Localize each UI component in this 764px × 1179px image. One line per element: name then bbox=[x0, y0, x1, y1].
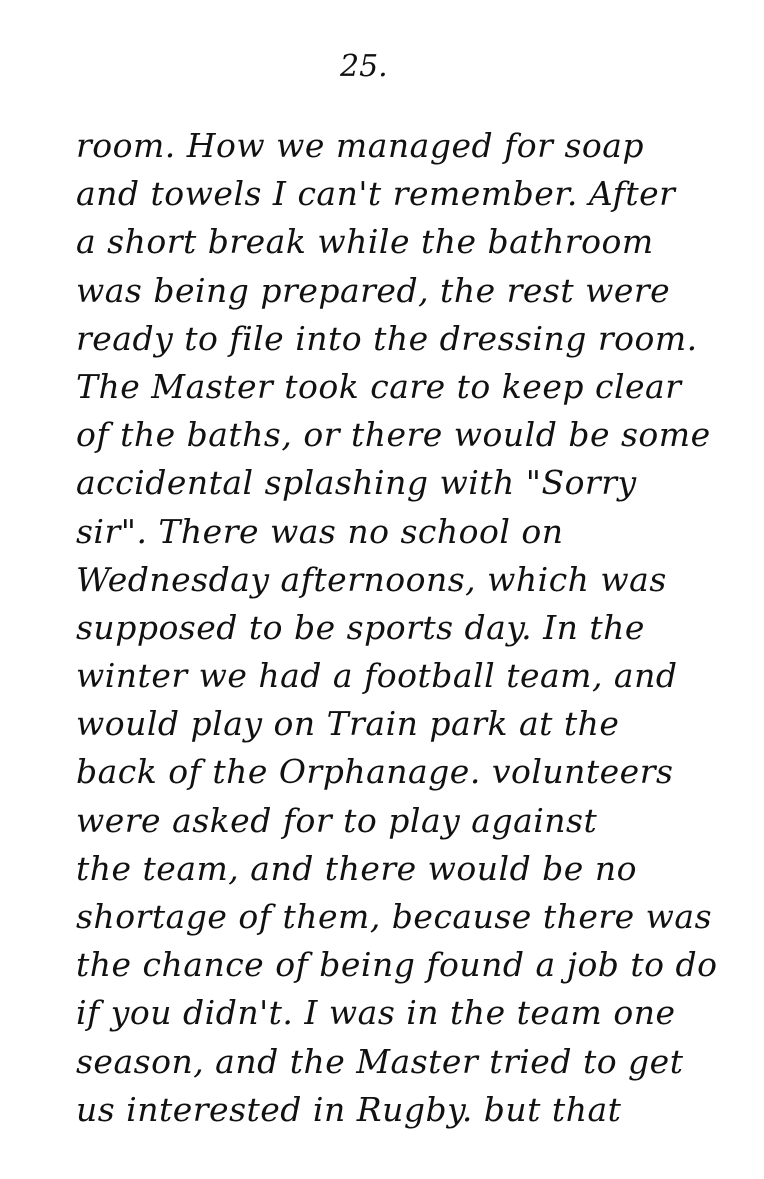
text-line: if you didn't. I was in the team one bbox=[76, 993, 676, 1033]
text-line: Wednesday afternoons, which was bbox=[76, 559, 667, 599]
text-line: was being prepared, the rest were bbox=[76, 270, 671, 310]
text-line: season, and the Master tried to get bbox=[76, 1041, 684, 1081]
text-line: would play on Train park at the bbox=[76, 704, 620, 744]
text-line: and towels I can't remember. After bbox=[76, 174, 676, 214]
handwritten-text-block bbox=[76, 122, 736, 1134]
page-number: 25. bbox=[340, 49, 388, 84]
text-line: of the baths, or there would be some bbox=[76, 415, 711, 455]
text-line: a short break while the bathroom bbox=[76, 222, 654, 262]
text-line: room. How we managed for soap bbox=[76, 126, 645, 165]
text-line: shortage of them, because there was bbox=[76, 897, 713, 936]
text-line: were asked for to play against bbox=[76, 800, 598, 840]
text-line: The Master took care to keep clear bbox=[76, 366, 682, 406]
text-line: the chance of being found a job to do bbox=[76, 945, 718, 985]
text-line: accidental splashing with "Sorry bbox=[76, 463, 637, 503]
text-line: sir". There was no school on bbox=[76, 511, 564, 551]
text-line: ready to file into the dressing room. bbox=[76, 318, 698, 358]
text-line: the team, and there would be no bbox=[76, 848, 637, 888]
text-line: us interested in Rugby. but that bbox=[76, 1089, 622, 1129]
text-line: back of the Orphanage. volunteers bbox=[76, 752, 674, 792]
text-line: supposed to be sports day. In the bbox=[76, 607, 645, 647]
text-line: winter we had a football team, and bbox=[76, 656, 678, 696]
